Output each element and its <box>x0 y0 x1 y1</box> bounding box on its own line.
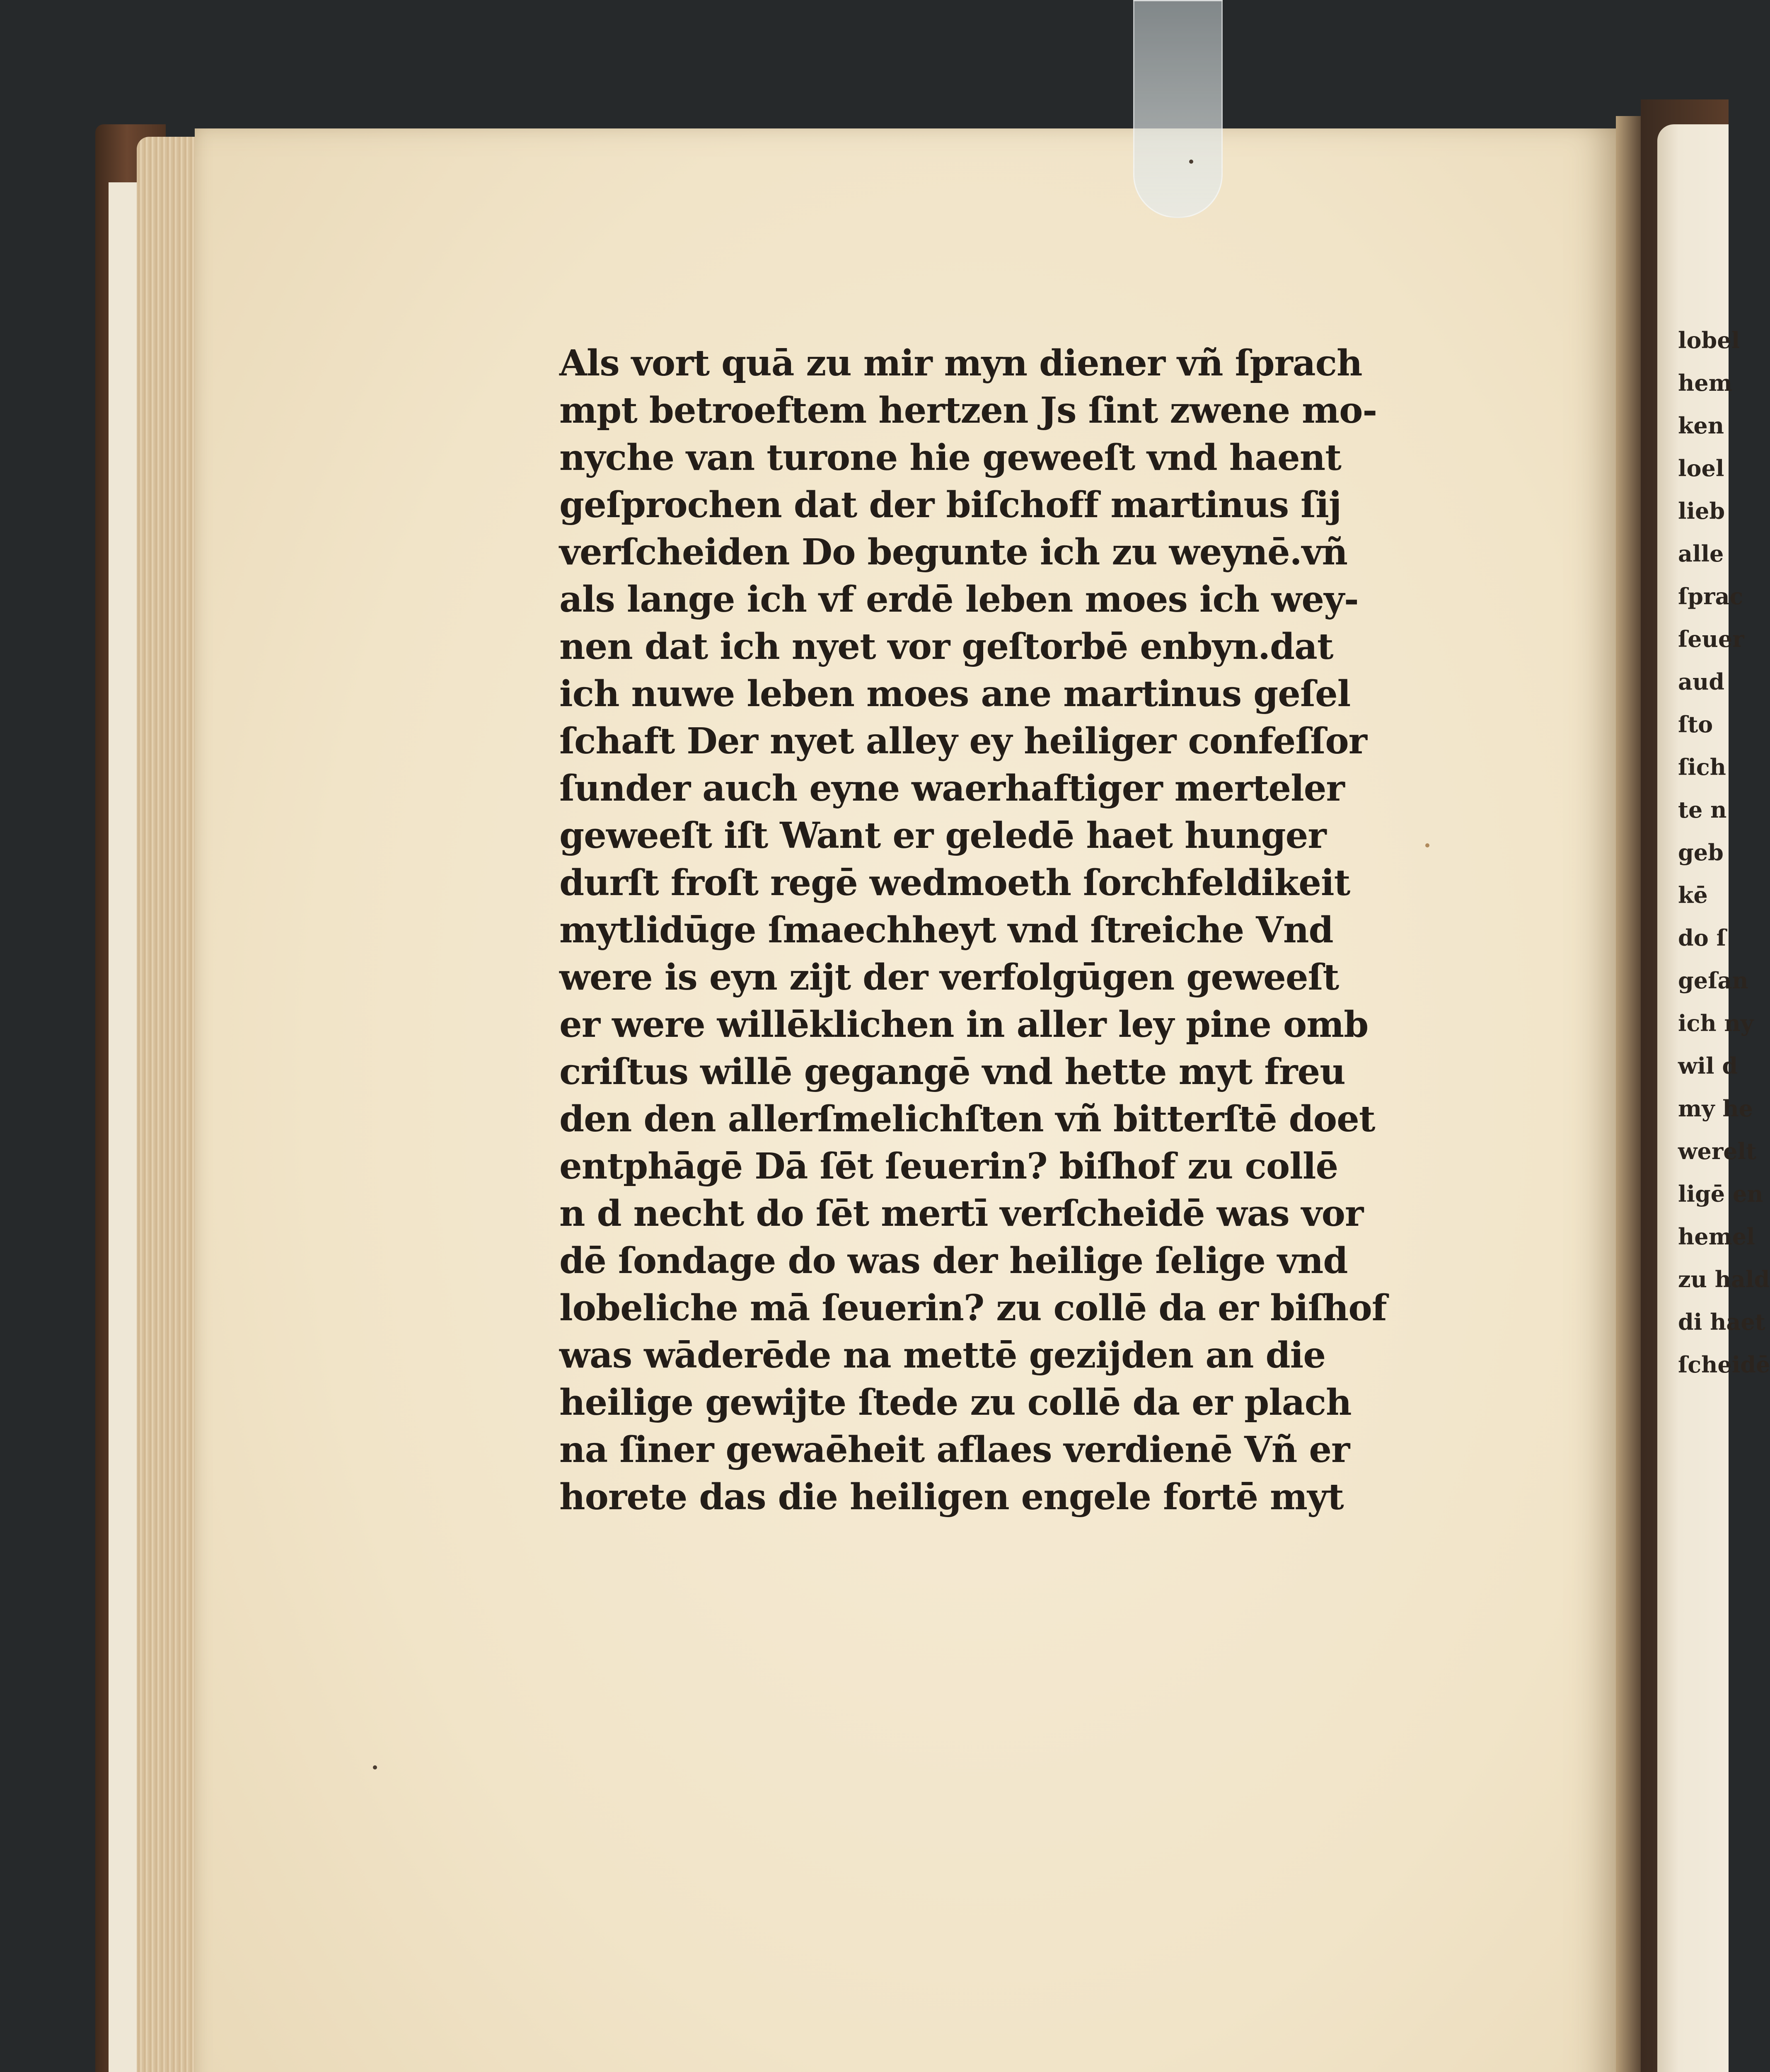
text-line: nen dat ich nyet vor geſtorbē enbyn.dat <box>559 626 1333 668</box>
text-line: mytlidūge ſmaechheyt vnd ſtreiche Vnd <box>559 909 1333 951</box>
text-line: lobeliche mā ſeuerin? zu collē da er biſhof <box>559 1287 1387 1329</box>
paper-speck <box>1425 843 1429 847</box>
paper-speck <box>373 1765 377 1769</box>
facing-line: zu hald <box>1678 1266 1770 1293</box>
text-line: geweeſt iſt Want er geledē haet hunger <box>559 815 1326 857</box>
text-line: were is eyn zijt der verfolgūgen geweeſt <box>559 956 1339 998</box>
facing-line: werelt <box>1678 1138 1757 1164</box>
facing-line: do ſ <box>1678 925 1726 951</box>
text-line: durſt froſt regē wedmoeth ſorchfeldikeit <box>559 862 1350 904</box>
text-line: geſprochen dat der biſchoff martinus ſij <box>559 484 1341 526</box>
facing-line: alle <box>1678 540 1724 567</box>
facing-line: aud <box>1678 668 1725 695</box>
facing-line: hem <box>1678 370 1732 396</box>
facing-line: ich ny <box>1678 1010 1754 1036</box>
facing-line: my he <box>1678 1095 1753 1122</box>
facing-line: di haet <box>1678 1309 1765 1335</box>
facing-line: kē <box>1678 882 1708 908</box>
facing-line: loel <box>1678 455 1724 482</box>
text-line: entphāgē Dā ſēt ſeuerin? biſhof zu collē <box>559 1145 1338 1187</box>
text-line: dē ſondage do was der heilige ſelige vnd <box>559 1240 1348 1282</box>
text-line: er were willēklichen in aller ley pine omb <box>559 1004 1369 1046</box>
main-text-block <box>559 340 1438 1521</box>
endpaper-strip <box>109 182 138 2072</box>
facing-line: ſprac <box>1678 583 1743 610</box>
facing-line: ligē en <box>1678 1181 1763 1207</box>
text-line: ſchaft Der nyet alley ey heiliger confeſſor <box>559 720 1367 762</box>
text-line: criſtus willē gegangē vnd hette myt freu <box>559 1051 1345 1093</box>
facing-line: lobel <box>1678 327 1740 353</box>
text-line: als lange ich vf erdē leben moes ich wey- <box>559 579 1359 620</box>
facing-page-text <box>1678 319 1770 1386</box>
facing-line: te n <box>1678 796 1727 823</box>
facing-line: ſcheidē <box>1678 1351 1770 1378</box>
facing-line: lieb <box>1678 498 1725 524</box>
text-line: ich nuwe leben moes ane martinus geſel <box>559 673 1351 715</box>
facing-line: hemel <box>1678 1223 1755 1250</box>
facing-line: wil d <box>1678 1053 1738 1079</box>
text-line: ſunder auch eyne waerhaftiger merteler <box>559 767 1344 809</box>
facing-line: ſto <box>1678 711 1713 738</box>
text-line: n d necht do ſēt mertī verſcheidē was vor <box>559 1193 1364 1234</box>
text-line: horete das die heiligen engele fortē myt <box>559 1476 1344 1518</box>
facing-line: geb <box>1678 839 1724 866</box>
text-line: verſcheiden Do begunte ich zu weynē.vñ <box>559 531 1348 573</box>
text-line: den den allerſmelichſten vñ bitterſtē doet <box>559 1098 1375 1140</box>
text-line: was wāderēde na mettē gezijden an die <box>559 1334 1326 1376</box>
facing-line: ſeuer <box>1678 626 1744 652</box>
text-line: nyche van turone hie geweeſt vnd haent <box>559 437 1341 479</box>
page-clip-top <box>1133 0 1223 218</box>
facing-line: ken <box>1678 412 1724 439</box>
facing-line: geſan <box>1678 967 1748 994</box>
text-line: mpt betroeftem hertzen Js ſint zwene mo- <box>559 390 1377 431</box>
text-line: heilige gewijte ſtede zu collē da er plach <box>559 1382 1352 1423</box>
text-line: Als vort quā zu mir myn diener vñ ſprach <box>559 342 1362 384</box>
text-line: na ſiner gewaēheit aflaes verdienē Vñ er <box>559 1429 1350 1471</box>
facing-line: ſich <box>1678 754 1726 780</box>
paper-speck <box>1189 160 1193 164</box>
